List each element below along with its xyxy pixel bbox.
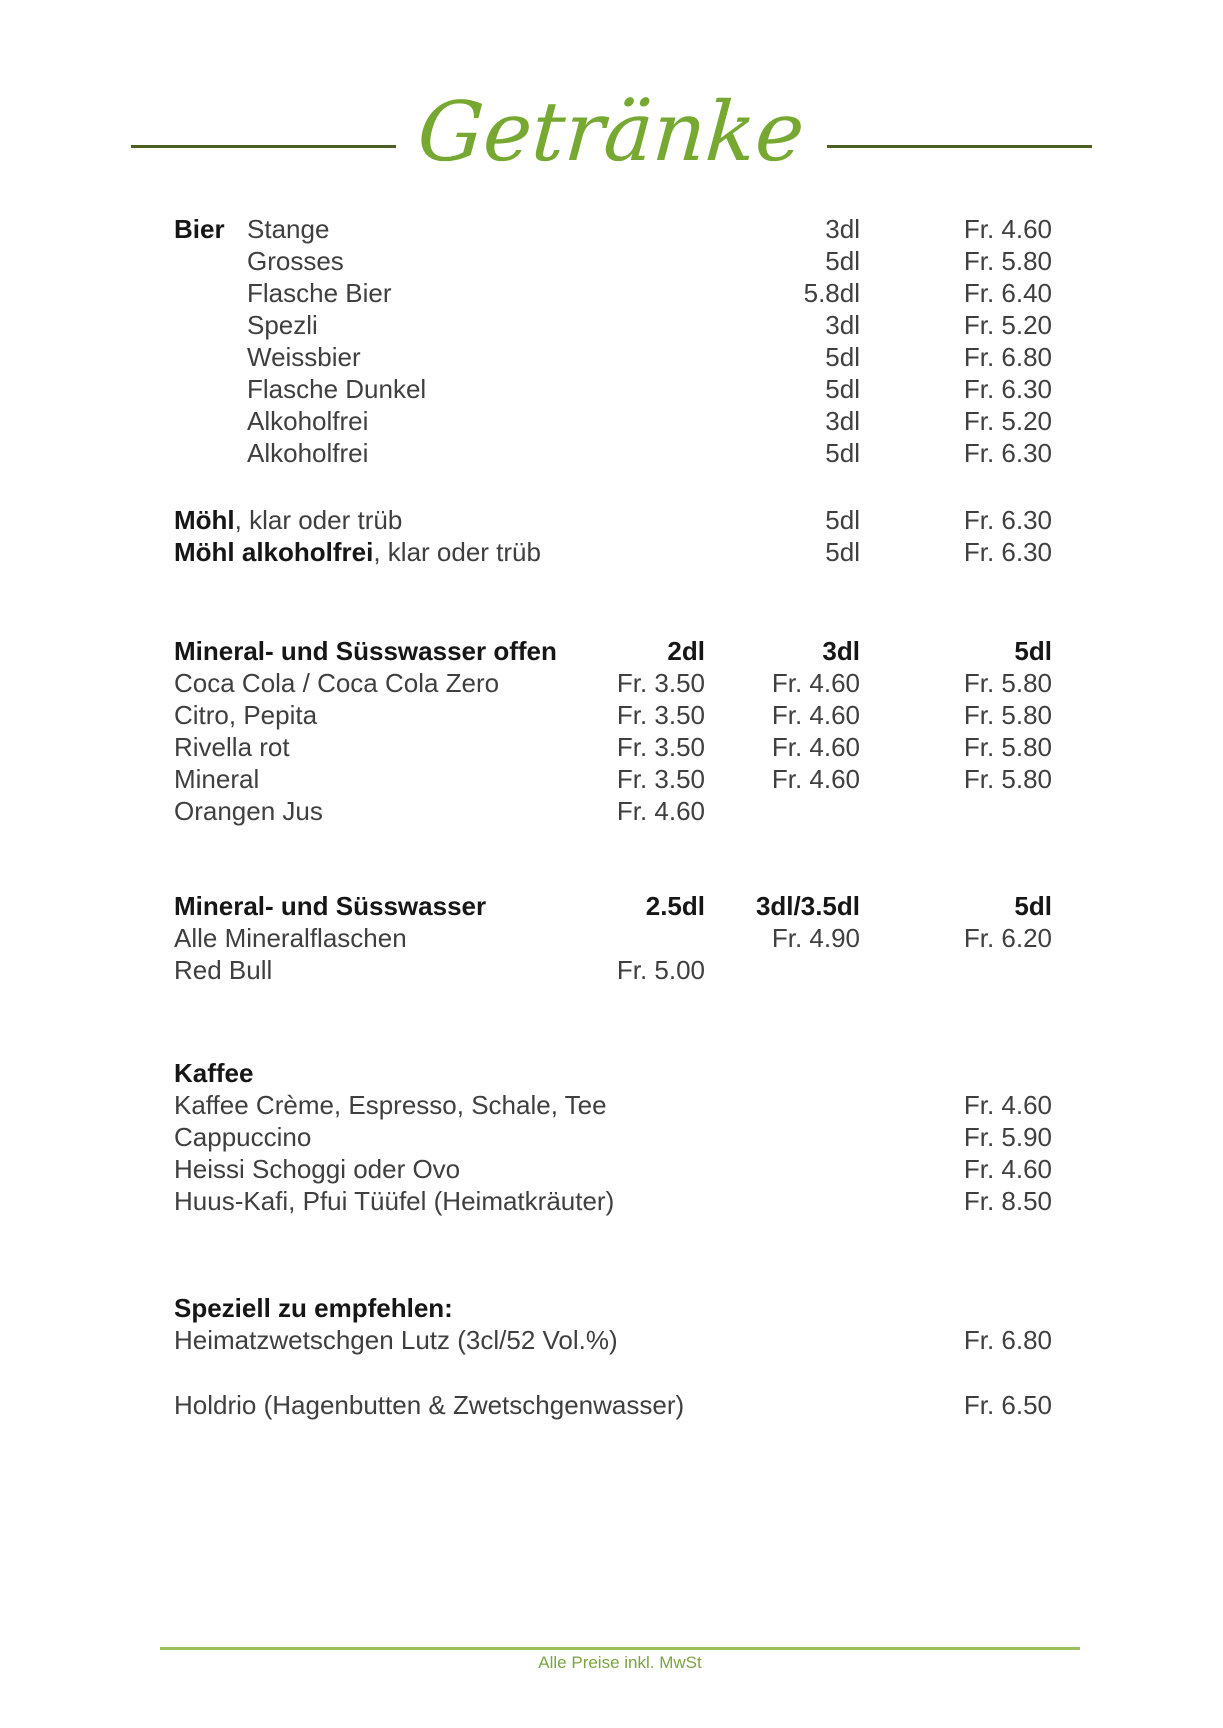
item-price-5dl: [860, 954, 1052, 986]
item-price: Fr. 6.30: [963, 505, 1052, 535]
item-price: Fr. 5.90: [963, 1122, 1052, 1152]
menu-row: [174, 667, 1052, 699]
menu-row: [174, 763, 1052, 795]
item-price-5dl: Fr. 5.80: [963, 700, 1052, 730]
item-price-5dl: [860, 795, 1052, 827]
item-name: Huus-Kafi, Pfui Tüüfel (Heimatkräuter): [174, 1186, 615, 1216]
item-price: Fr. 5.20: [963, 310, 1052, 340]
item-price: Fr. 5.80: [963, 246, 1052, 276]
item-price-3dl: [705, 954, 860, 986]
item-name: Red Bull: [174, 955, 273, 985]
item-volume: 5dl: [825, 246, 860, 276]
item-name: Rivella rot: [174, 732, 290, 762]
item-price: Fr. 6.30: [963, 438, 1052, 468]
item-volume: 5dl: [825, 537, 860, 567]
item-volume: 3dl: [825, 406, 860, 436]
section-label: Bier: [174, 214, 225, 244]
item-volume: 5dl: [825, 374, 860, 404]
item-name: Alle Mineralflaschen: [174, 923, 407, 953]
item-name: Flasche Bier: [247, 278, 392, 308]
item-name: [174, 504, 705, 536]
menu-row: [174, 405, 1052, 437]
item-name: Alkoholfrei: [247, 438, 369, 468]
item-name: Kaffee Crème, Espresso, Schale, Tee: [174, 1090, 607, 1120]
item-price-3dl: [705, 795, 860, 827]
item-price-2dl: Fr. 3.50: [616, 732, 705, 762]
section-moehl: [174, 504, 1052, 568]
item-name-bold: Möhl alkoholfrei: [174, 537, 374, 567]
item-price-5dl: Fr. 6.20: [963, 923, 1052, 953]
item-price-2dl: Fr. 3.50: [616, 764, 705, 794]
item-price: Fr. 8.50: [963, 1186, 1052, 1216]
footer-note: Alle Preise inkl. MwSt: [538, 1653, 702, 1672]
column-header-1: 2dl: [667, 636, 705, 666]
item-name: Flasche Dunkel: [247, 374, 427, 404]
item-volume: 5.8dl: [803, 278, 860, 308]
menu-row: [174, 795, 1052, 827]
section-mineral-offen: [174, 635, 1052, 827]
item-price-3dl: Fr. 4.60: [771, 764, 860, 794]
item-name: Mineral: [174, 764, 260, 794]
item-name: Holdrio (Hagenbutten & Zwetschgenwasser): [174, 1390, 685, 1420]
column-header-3: 5dl: [1014, 636, 1052, 666]
menu-row: [174, 1089, 1052, 1121]
item-price-2dl: Fr. 3.50: [616, 700, 705, 730]
section-title: Mineral- und Süsswasser: [174, 891, 487, 921]
item-name: Heissi Schoggi oder Ovo: [174, 1154, 461, 1184]
section-header-row: [174, 635, 1052, 667]
page-header: [0, 72, 1223, 194]
item-price: Fr. 6.30: [963, 374, 1052, 404]
menu-row: [174, 536, 1052, 568]
footer-rule: [160, 1647, 1080, 1650]
item-price: Fr. 6.50: [963, 1390, 1052, 1420]
menu-row: [174, 504, 1052, 536]
item-volume: 5dl: [825, 342, 860, 372]
section-bier: [174, 213, 1052, 469]
section-mineral-flaschen: [174, 890, 1052, 986]
menu-row: [174, 954, 1052, 986]
section-title: Kaffee: [174, 1058, 254, 1088]
menu-row: [174, 373, 1052, 405]
section-title: Speziell zu empfehlen:: [174, 1293, 453, 1323]
item-name: Weissbier: [247, 342, 361, 372]
item-price: Fr. 4.60: [963, 1090, 1052, 1120]
menu-row: [174, 277, 1052, 309]
item-price-5dl: Fr. 5.80: [963, 668, 1052, 698]
item-price: Fr. 5.20: [963, 406, 1052, 436]
item-price: Fr. 6.40: [963, 278, 1052, 308]
item-name-text: , klar oder trüb: [234, 505, 403, 535]
column-header-1: 2.5dl: [645, 891, 705, 921]
item-price-3dl: Fr. 4.60: [771, 732, 860, 762]
menu-row: [174, 922, 1052, 954]
item-name: Orangen Jus: [174, 796, 323, 826]
item-price-25dl: Fr. 5.00: [616, 955, 705, 985]
menu-row: [174, 309, 1052, 341]
menu-row: [174, 699, 1052, 731]
page-title: Getränke: [415, 85, 808, 180]
item-name-bold: Möhl: [174, 505, 235, 535]
item-volume: 5dl: [825, 438, 860, 468]
item-name: Cappuccino: [174, 1122, 312, 1152]
menu-row: [174, 245, 1052, 277]
item-price-3dl: Fr. 4.60: [771, 700, 860, 730]
menu-row: [174, 731, 1052, 763]
item-price-3dl: Fr. 4.60: [771, 668, 860, 698]
item-price-5dl: Fr. 5.80: [963, 732, 1052, 762]
item-volume: 3dl: [825, 214, 860, 244]
item-volume: 5dl: [825, 505, 860, 535]
menu-row: [174, 1389, 1052, 1421]
item-name-text: , klar oder trüb: [373, 537, 541, 567]
menu-row: [174, 1121, 1052, 1153]
item-name: Grosses: [247, 246, 344, 276]
item-volume: 3dl: [825, 310, 860, 340]
section-kaffee: [174, 1057, 1052, 1217]
item-name: Spezli: [247, 310, 318, 340]
item-name: Alkoholfrei: [247, 406, 369, 436]
item-price: Fr. 4.60: [963, 1154, 1052, 1184]
menu-row: [174, 213, 1052, 245]
section-title: Mineral- und Süsswasser offen: [174, 636, 557, 666]
item-price: Fr. 6.80: [963, 342, 1052, 372]
section-header-row: [174, 890, 1052, 922]
item-price-2dl: Fr. 3.50: [616, 668, 705, 698]
item-name: Coca Cola / Coca Cola Zero: [174, 668, 500, 698]
menu-row: [174, 437, 1052, 469]
section-speziell: [174, 1292, 1052, 1421]
item-price: Fr. 6.30: [963, 537, 1052, 567]
item-name: [174, 213, 705, 245]
menu-row: [174, 1153, 1052, 1185]
menu-row: [174, 1185, 1052, 1217]
column-header-2: 3dl: [822, 636, 860, 666]
menu-row: [174, 1324, 1052, 1356]
title-rule-right: [827, 145, 1092, 148]
menu-body: [174, 213, 1052, 1421]
item-name: Heimatzwetschgen Lutz (3cl/52 Vol.%): [174, 1325, 618, 1355]
item-price: Fr. 4.60: [963, 214, 1052, 244]
item-price-5dl: Fr. 5.80: [963, 764, 1052, 794]
item-price: Fr. 6.80: [963, 1325, 1052, 1355]
column-header-2: 3dl/3.5dl: [755, 891, 860, 921]
item-price-2dl: Fr. 4.60: [616, 796, 705, 826]
menu-row: [174, 341, 1052, 373]
item-name-text: Stange: [247, 214, 330, 244]
column-header-3: 5dl: [1014, 891, 1052, 921]
title-rule-left: [131, 145, 396, 148]
item-name: [174, 536, 705, 568]
item-price-25dl: [555, 922, 705, 954]
item-name: Citro, Pepita: [174, 700, 318, 730]
item-price-3dl: Fr. 4.90: [771, 923, 860, 953]
